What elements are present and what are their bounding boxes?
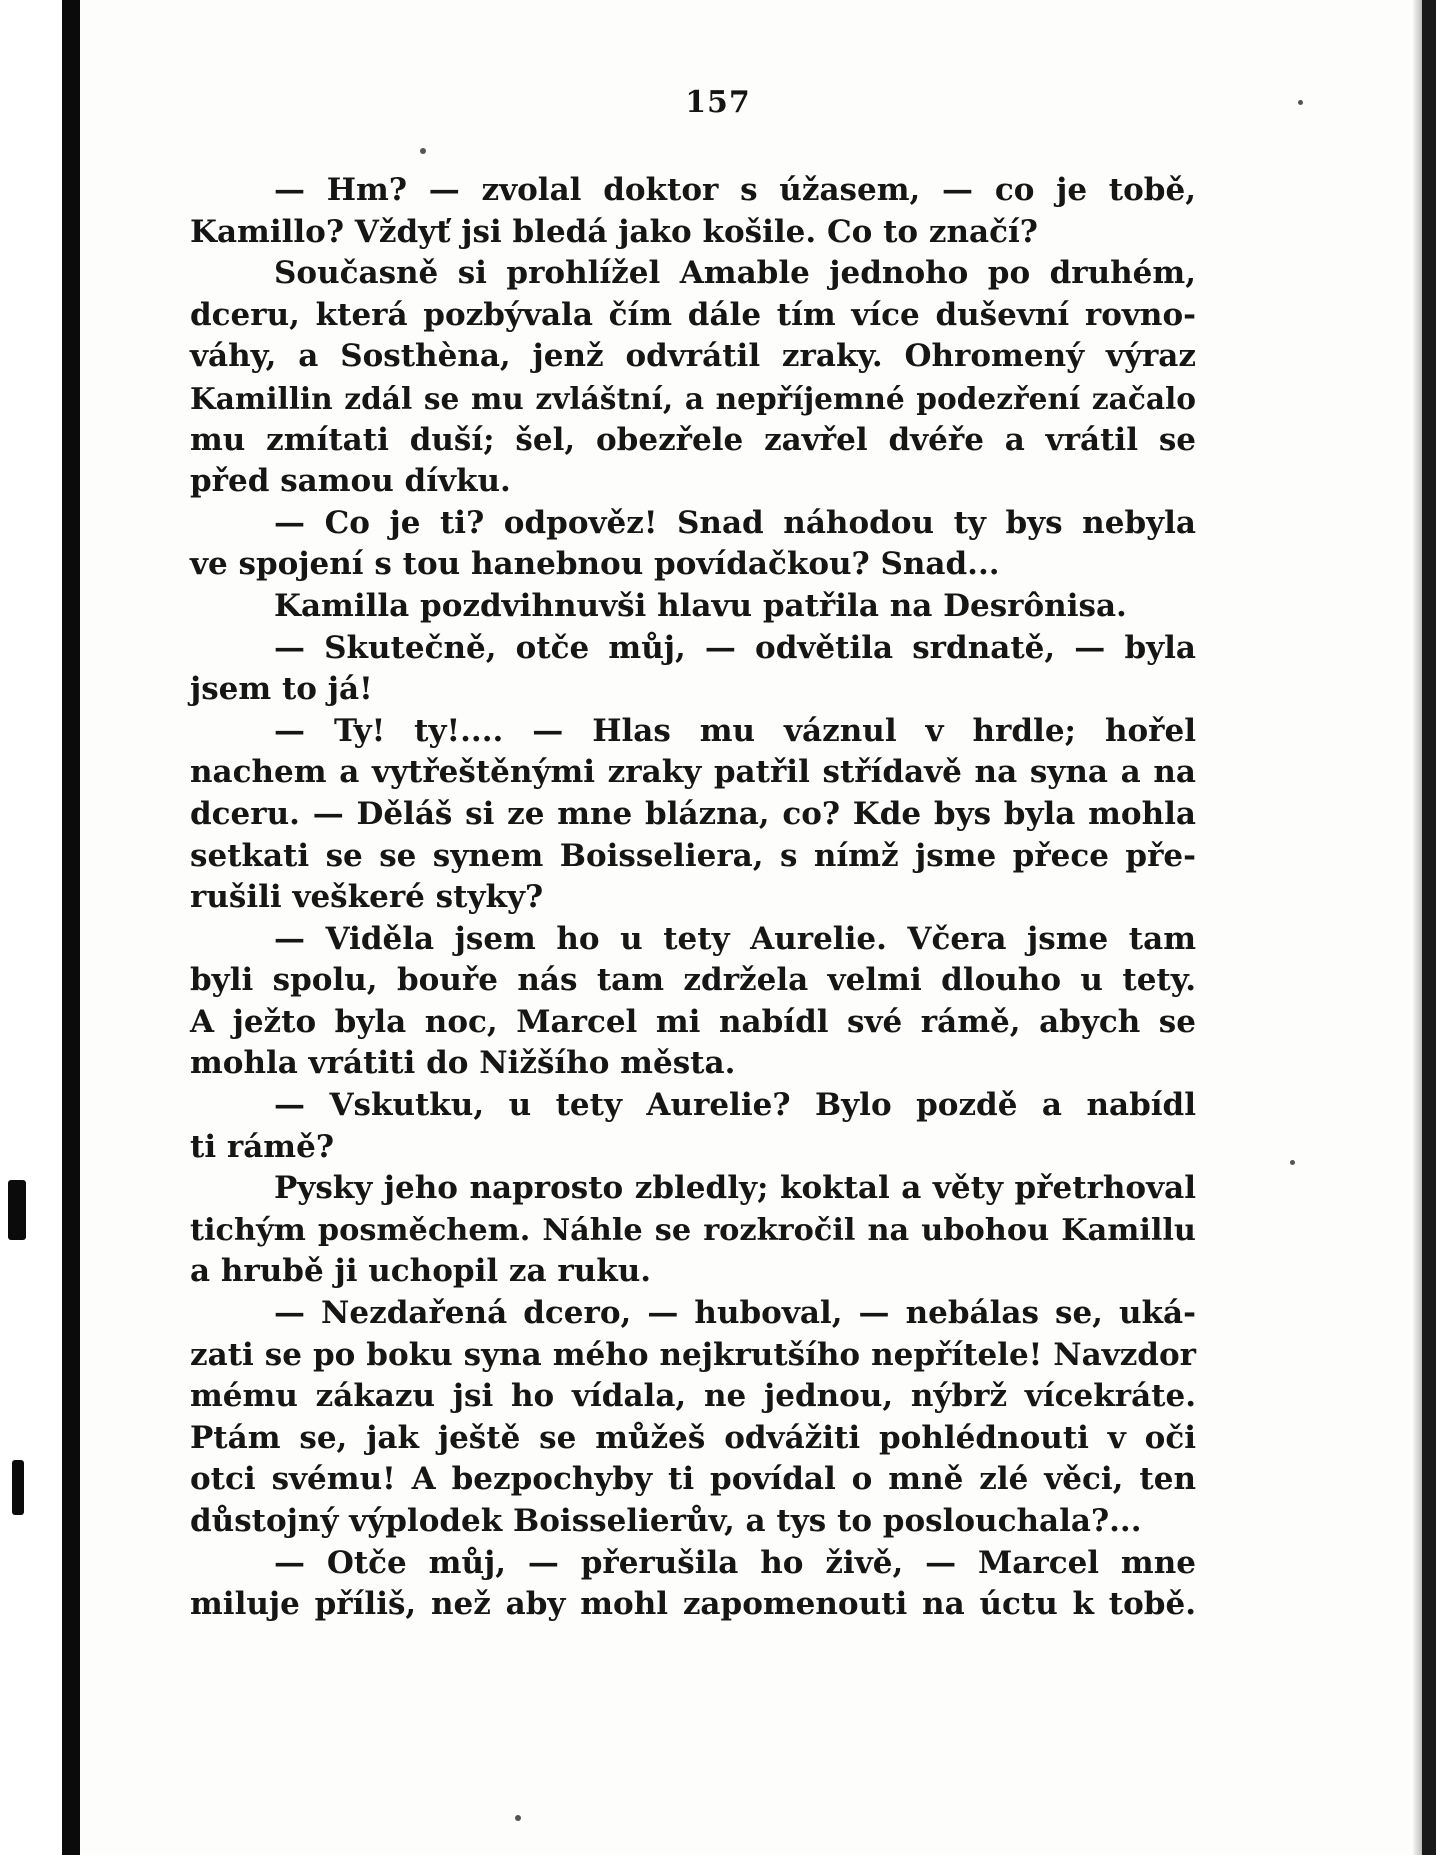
text-line: otci svému! A bezpochyby ti povídal o mně zlé věci, ten: [190, 1461, 1196, 1498]
text-line: ti rámě?: [190, 1128, 334, 1165]
text-line: Současně si prohlížel Amable jednoho po druhém,: [274, 255, 1196, 292]
text-line: byli spolu, bouře nás tam zdržela velmi dlouho u tety.: [190, 962, 1196, 999]
text-line: Kamillo? Vždyť jsi bledá jako košile. Co to značí?: [190, 213, 1038, 250]
text-line: tichým posměchem. Náhle se rozkročil na ubohou Kamillu: [190, 1212, 1196, 1248]
text-line: důstojný výplodek Boisselierův, a tys to poslouchala?...: [190, 1503, 1142, 1539]
text-line: A ježto byla noc, Marcel mi nabídl své rámě, abych se: [190, 1003, 1196, 1040]
text-line: dceru, která pozbývala čím dále tím více duševní rovno-: [190, 296, 1196, 333]
right-page-edge: [1422, 0, 1436, 1855]
page-edge-shadow: [1412, 0, 1422, 1855]
binding-notch-bottom: [12, 1460, 24, 1515]
text-line: mohla vrátiti do Nižšího města.: [190, 1045, 736, 1082]
text-line: rušili veškeré styky?: [190, 879, 544, 916]
text-line: ve spojení s tou hanebnou povídačkou? Snad...: [190, 546, 1000, 583]
text-line: mu zmítati duší; šel, obezřele zavřel dvéře a vrátil se: [190, 421, 1196, 458]
speck: [420, 148, 426, 154]
text-line: miluje příliš, než aby mohl zapomenouti na úctu k tobě.: [190, 1586, 1196, 1623]
text-line: — Ty! ty!.... — Hlas mu váznul v hrdle; hořel: [274, 712, 1196, 749]
text-line: nachem a vytřeštěnými zraky patřil střídavě na syna a na: [190, 754, 1196, 791]
text-line: váhy, a Sosthèna, jenž odvrátil zraky. Ohromený výraz: [190, 338, 1196, 375]
text-line: — Nezdařená dcero, — huboval, — nebálas se, uká-: [274, 1295, 1196, 1332]
text-line: — Otče můj, — přerušila ho živě, — Marcel mne: [274, 1544, 1196, 1581]
text-line: před samou dívku.: [190, 463, 511, 500]
text-line: a hrubě ji uchopil za ruku.: [190, 1253, 652, 1290]
text-line: dceru. — Děláš si ze mne blázna, co? Kde bys byla mohla: [190, 795, 1196, 832]
text-line: zati se po boku syna mého nejkrutšího nepřítele! Navzdor: [190, 1336, 1196, 1373]
binding-edge: [62, 0, 80, 1855]
text-line: Kamillin zdál se mu zvláštní, a nepříjemné podezření začalo: [190, 380, 1196, 416]
text-line: Kamilla pozdvihnuvši hlavu patřila na Desrônisa.: [274, 587, 1127, 624]
speck: [515, 1815, 521, 1821]
text-line: jsem to já!: [190, 671, 373, 708]
binding-notch-top: [8, 1180, 26, 1240]
text-line: Ptám se, jak ještě se můžeš odvážiti pohlédnouti v oči: [190, 1419, 1196, 1456]
text-line: — Hm? — zvolal doktor s úžasem, — co je tobě,: [274, 172, 1196, 208]
text-line: — Vskutku, u tety Aurelie? Bylo pozdě a nabídl: [274, 1087, 1196, 1124]
text-line: — Co je ti? odpověz! Snad náhodou ty bys nebyla: [274, 504, 1196, 541]
text-line: — Skutečně, otče můj, — odvětila srdnatě, — byla: [274, 629, 1196, 666]
text-line: mému zákazu jsi ho vídala, ne jednou, nýbrž vícekráte.: [190, 1378, 1196, 1415]
body-text: [190, 170, 1196, 1626]
text-line: — Viděla jsem ho u tety Aurelie. Včera jsme tam: [274, 920, 1196, 957]
speck: [1290, 1160, 1295, 1165]
page-number: 157: [685, 85, 751, 120]
text-line: setkati se se synem Boisseliera, s nímž jsme přece pře-: [190, 837, 1196, 874]
text-line: Pysky jeho naprosto zbledly; koktal a věty přetrhoval: [274, 1170, 1196, 1207]
